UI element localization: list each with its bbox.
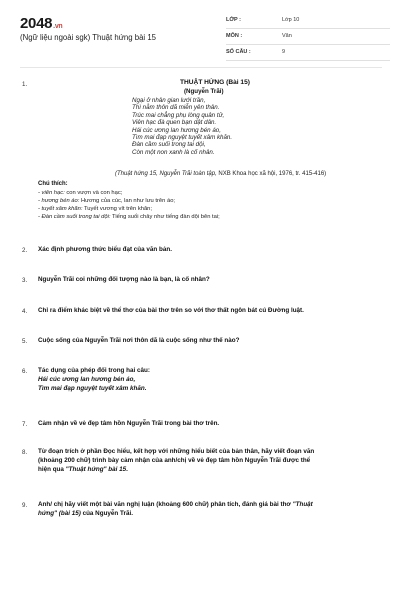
source-rest: NXB Khoa học xã hội, 1976, tr. 415-416) <box>216 171 327 177</box>
divider <box>20 67 382 68</box>
question-line: (khoảng 200 chữ) trình bày cảm nhận của anh/chị về vẻ đẹp tâm hồn Nguyễn Trãi được thể <box>38 456 311 464</box>
text-segment-italic: "Thuật hứng" bài 15 <box>65 465 127 473</box>
meta-label: LỚP : <box>226 17 241 23</box>
question-line <box>38 501 382 510</box>
text-segment: hiện qua <box>38 465 66 473</box>
meta-value: 9 <box>282 49 286 55</box>
poem-line: Đàn cầm suối trong tai dội, <box>132 141 206 149</box>
meta-value: Văn <box>282 33 292 39</box>
logo-text[interactable]: 2048 <box>20 15 53 32</box>
text-segment-italic: hứng" (bài 15) <box>38 509 81 517</box>
note-desc: Tuyết vương vít trên khăn; <box>82 206 153 213</box>
poem-text <box>132 97 232 156</box>
text-segment: Anh/ chị hãy viết một bài văn nghị luận (khoảng 600 chữ) phân tích, đánh giá bài thơ <box>38 501 293 508</box>
quoted-line: Tìm mai đạp nguyệt tuyết xâm khăn. <box>38 384 147 392</box>
note-item <box>38 189 220 197</box>
meta-value: Lớp 10 <box>282 17 300 23</box>
document-title: (Ngữ liệu ngoài sgk) Thuật hứng bài 15 <box>20 33 156 42</box>
meta-row-count <box>226 46 390 61</box>
poem-line: Viên hạc đà quen bạn dật dân. <box>132 119 217 127</box>
note-desc: Hương của cúc, lan như lưu trên áo; <box>79 198 176 205</box>
note-term: - tuyết xâm khăn: <box>38 206 83 213</box>
question-text <box>38 501 382 519</box>
question-text: Chỉ ra điểm khác biệt về thể thơ của bài thơ trên so với thơ thất ngôn bát cú Đường luật. <box>38 307 304 314</box>
poem-source <box>115 171 326 177</box>
question-line <box>38 510 382 519</box>
note-item <box>38 197 220 205</box>
text-segment: . <box>126 465 128 473</box>
note-term: - viên hạc: <box>38 190 65 196</box>
question-text: Xác định phương thức biểu đạt của văn bản. <box>38 246 172 253</box>
question-number: 6. <box>22 368 28 375</box>
question-number: 2. <box>22 247 28 254</box>
question-text <box>38 367 382 393</box>
poem-title: THUẬT HỨNG (Bài 15) <box>180 79 250 86</box>
header <box>0 0 400 64</box>
poem-line: Tìm mai đạp nguyệt tuyết xâm khăn. <box>132 134 233 142</box>
meta-label: SỐ CÂU : <box>226 49 251 55</box>
question-text: Nguyễn Trãi coi những đối tượng nào là bạn, là cố nhân? <box>38 276 210 283</box>
note-item <box>38 213 220 221</box>
logo-suffix: .vn <box>53 23 63 30</box>
question-number: 8. <box>22 449 28 456</box>
poem-author: (Nguyễn Trãi) <box>184 88 224 95</box>
site-logo[interactable] <box>20 15 62 32</box>
poem-line: Thì nằm thôn dã miễn yên thân. <box>132 104 220 112</box>
poem-line: Hái cúc ương lan hương bén áo, <box>132 126 221 134</box>
poem-line: Trúc mai chẳng phụ lòng quân tử, <box>132 111 225 119</box>
note-term: - hương bén áo: <box>38 198 80 205</box>
notes-title: Chú thích: <box>38 181 68 187</box>
note-desc: Tiếng suối chảy như tiếng đàn dội bên tai; <box>110 214 220 221</box>
question-line: Từ đoạn trích ở phần Đọc hiểu, kết hợp với những hiểu biết của bản thân, hãy viết đoạn văn <box>38 448 315 455</box>
question-number: 7. <box>22 421 28 428</box>
question-number: 9. <box>22 502 28 509</box>
question-line <box>38 466 382 475</box>
note-item <box>38 205 220 213</box>
question-number: 3. <box>22 277 28 284</box>
question-number: 5. <box>22 338 28 345</box>
notes-list <box>38 189 220 221</box>
question-prompt: Tác dụng của phép đối trong hai câu: <box>38 367 150 374</box>
question-text: Cảm nhận về vẻ đẹp tâm hồn Nguyễn Trãi trong bài thơ trên. <box>38 420 220 427</box>
question-text <box>38 448 382 474</box>
poem-line: Còn một non xanh là cố nhân. <box>132 148 215 156</box>
meta-table <box>226 14 390 62</box>
question-number: 4. <box>22 308 28 315</box>
quoted-line: Hái cúc ương lan hương bén áo, <box>38 375 136 383</box>
text-segment: của Nguyễn Trãi. <box>80 509 133 517</box>
meta-row-subject <box>226 30 390 45</box>
question-text: Cuộc sống của Nguyễn Trãi nơi thôn dã là cuộc sống như thế nào? <box>38 337 240 344</box>
note-term: - Đàn cầm suối trong tai dội: <box>38 214 111 221</box>
meta-row-class <box>226 14 390 29</box>
text-segment-italic: "Thuật <box>292 501 313 508</box>
note-desc: con vượn và con hạc; <box>64 190 123 196</box>
meta-label: MÔN : <box>226 33 243 39</box>
poem-line: Ngại ở nhân gian lưới trần, <box>132 97 206 104</box>
question-number: 1. <box>22 81 28 88</box>
source-italic: (Thuật hứng 15, Nguyễn Trãi toàn tập, <box>115 171 217 177</box>
